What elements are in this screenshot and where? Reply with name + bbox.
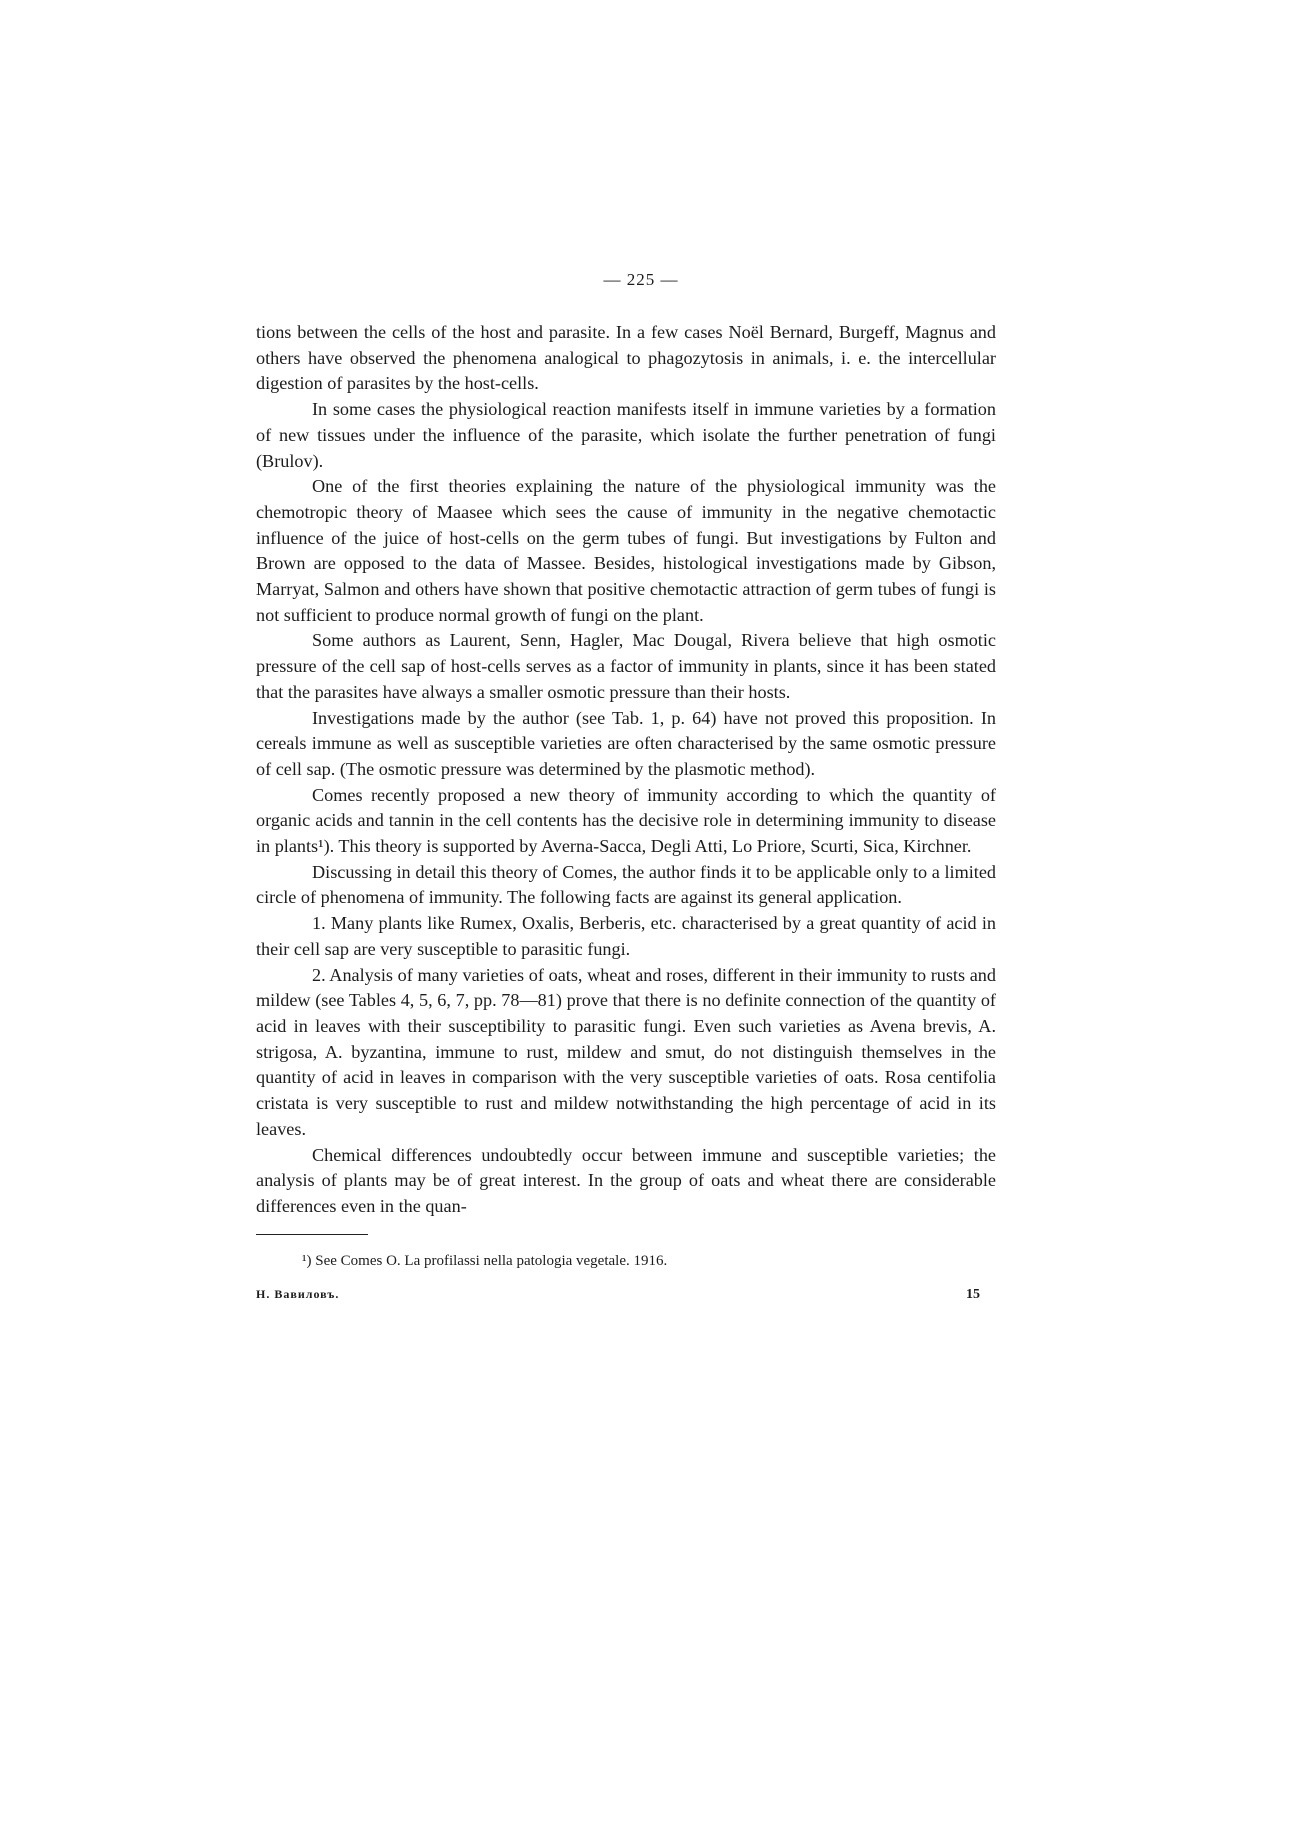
footnote-divider	[256, 1234, 368, 1235]
paragraph: Some authors as Laurent, Senn, Hagler, Mac Dougal, Rivera believe that high osmotic pressure of the cell sap of host-cells serves as a factor of immunity in plants, since it has been stated that the parasites have always a smaller osmotic pressure than their hosts.	[256, 630, 996, 702]
paragraph: Discussing in detail this theory of Comes, the author finds it to be applicable only to a limited circle of phenomena of immunity. The following facts are against its general application.	[256, 861, 996, 908]
paragraph: 1. Many plants like Rumex, Oxalis, Berberis, etc. characterised by a great quantity of acid in their cell sap are very susceptible to parasitic fungi.	[256, 913, 996, 959]
document-page	[256, 270, 996, 1307]
paragraph: Investigations made by the author (see Tab. 1, p. 64) have not proved this proposition. In cereals immune as well as susceptible varieties are often characterised by the same osmotic pressure of cell sap. (The osmotic pressure was determined by the plasmotic method).	[256, 707, 996, 779]
paragraph: In some cases the physiological reaction manifests itself in immune varieties by a formation of new tissues under the influence of the parasite, which isolate the further penetration of fungi (Brulov).	[256, 399, 996, 471]
paragraph: tions between the cells of the host and parasite. In a few cases Noël Bernard, Burgeff, Magnus and others have observed the phenomena analogical to phagozytosis in animals, i. e. the intercellular digestion of parasites by the host-cells.	[256, 322, 996, 394]
paragraph: Chemical differences undoubtedly occur between immune and susceptible varieties; the analysis of plants may be of great interest. In the group of oats and wheat there are considerable differences even in the quan-	[256, 1144, 996, 1216]
printer-signature: Н. Вавиловъ.	[256, 1286, 340, 1301]
body-text	[256, 320, 996, 1220]
sheet-number: 15	[966, 1286, 980, 1302]
footnote: ¹) See Comes O. La profilassi nella patologia vegetale. 1916.	[302, 1252, 668, 1269]
paragraph: One of the first theories explaining the nature of the physiological immunity was the chemotropic theory of Maasee which sees the cause of immunity in the negative chemotactic influence of the juice of host-cells on the germ tubes of fungi. But investigations by Fulton and Brown are opposed to the data of Massee. Besides, histological investigations made by Gibson, Marryat, Salmon and others have shown that positive chemotactic attraction of germ tubes of fungi is not sufficient to produce normal growth of fungi on the plant.	[256, 476, 996, 625]
page-number: — 225 —	[603, 270, 679, 289]
paragraph: 2. Analysis of many varieties of oats, wheat and roses, different in their immunity to rusts and mildew (see Tables 4, 5, 6, 7, pp. 78—81) prove that there is no definite connection of the quantity of acid in leaves with their susceptibility to parasitic fungi. Even such varieties as Avena brevis, A. strigosa, A. byzantina, immune to rust, mildew and smut, do not distinguish themselves in the quantity of acid in leaves in comparison with the very susceptible varieties of oats. Rosa centifolia cristata is very susceptible to rust and mildew notwithstanding the high percentage of acid in its leaves.	[256, 964, 996, 1139]
page-footer	[256, 1287, 996, 1307]
paragraph: Comes recently proposed a new theory of immunity according to which the quantity of organic acids and tannin in the cell contents has the decisive role in determining immunity to disease in plants¹). This theory is supported by Averna-Sacca, Degli Atti, Lo Priore, Scurti, Sica, Kirchner.	[256, 784, 996, 857]
